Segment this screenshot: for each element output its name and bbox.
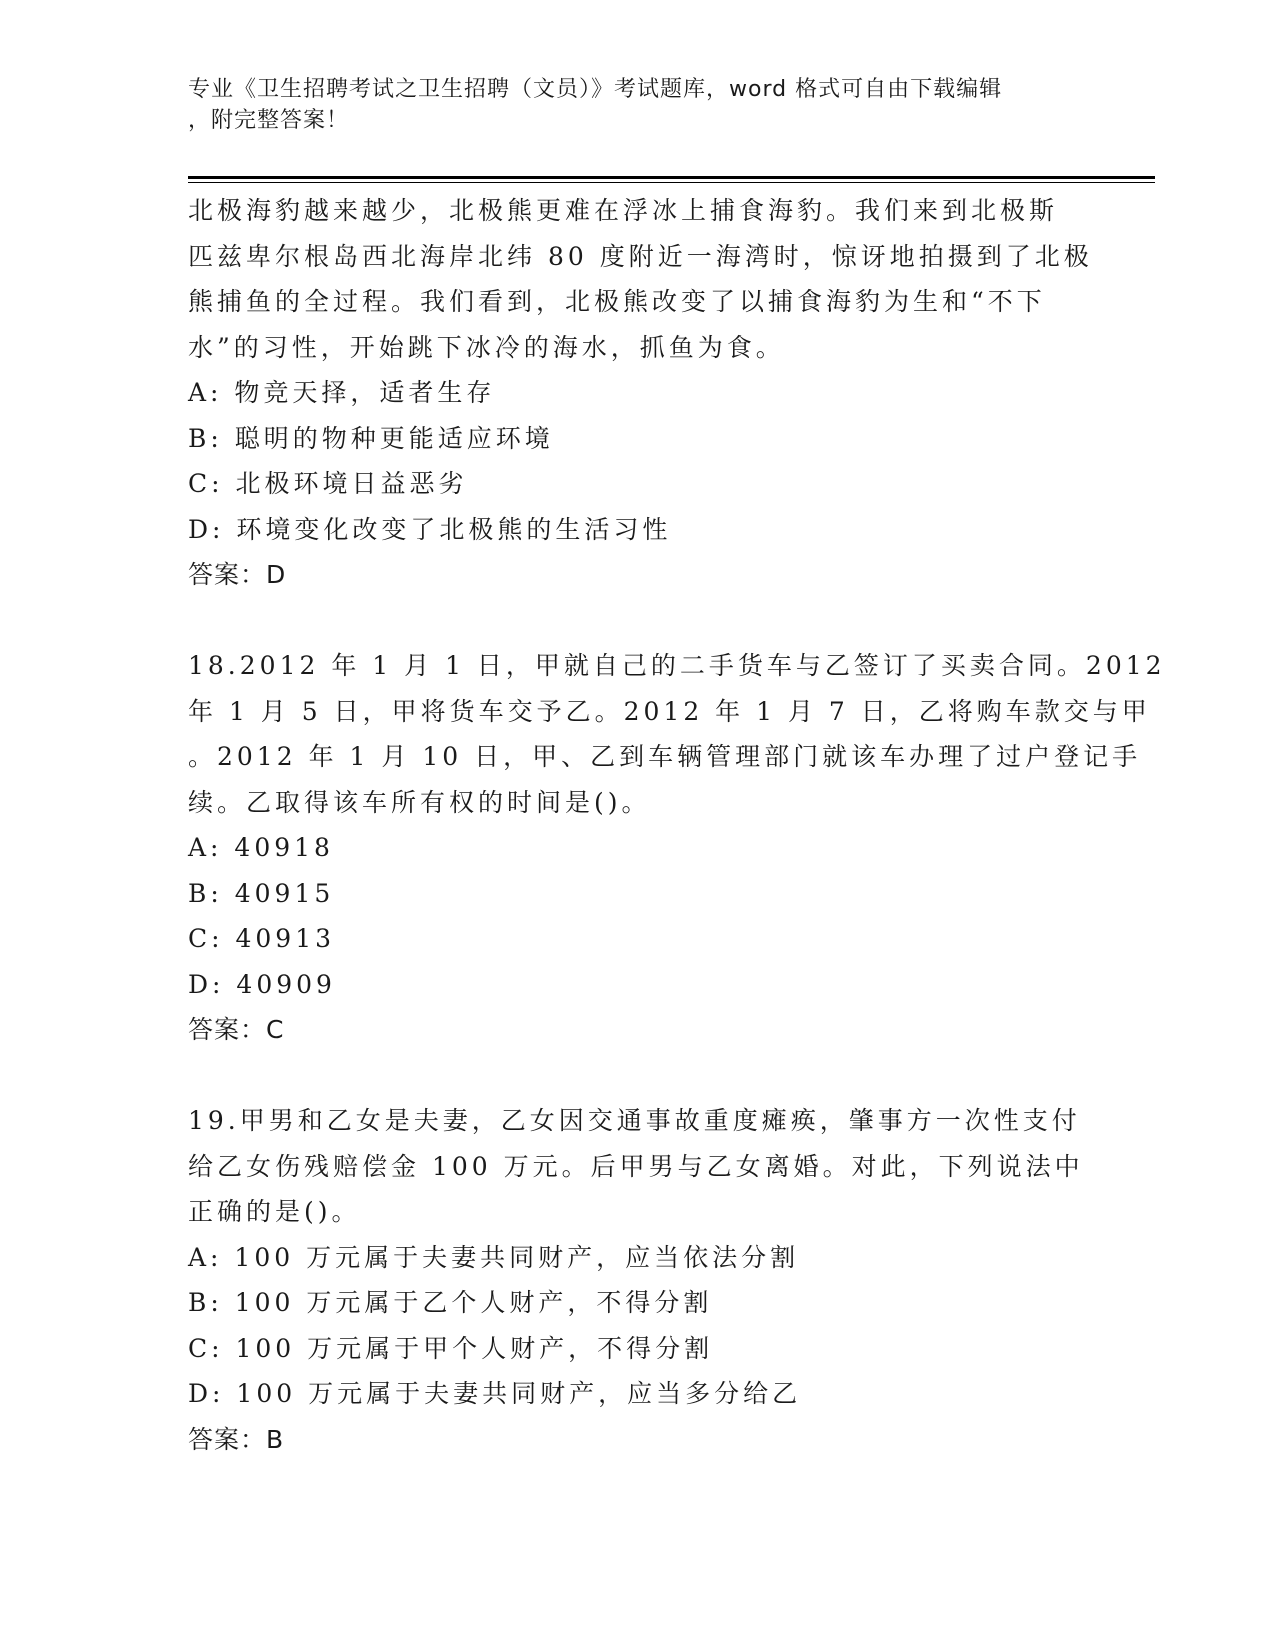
option-c: C: 40913: [188, 924, 336, 953]
option-b: B: 40915: [188, 878, 335, 908]
option-c: C: 100 万元属于甲个人财产，不得分割: [188, 1333, 714, 1363]
question-stem-line: 19.甲男和乙女是夫妻，乙女因交通事故重度瘫痪，肇事方一次性支付: [188, 1106, 1081, 1135]
option-a: A: 100 万元属于夫妻共同财产，应当依法分割: [188, 1242, 800, 1272]
header-divider-thin: [188, 182, 1155, 183]
option-a: A: 40918: [188, 833, 334, 862]
question-stem-line: 北极海豹越来越少，北极熊更难在浮冰上捕食海豹。我们来到北极斯: [188, 196, 1059, 225]
option-c: C: 北极环境日益恶劣: [188, 469, 468, 498]
option-a: A: 物竞天择，适者生存: [188, 378, 496, 407]
option-d: D: 40909: [188, 969, 336, 999]
question-stem-line: 正确的是()。: [188, 1197, 361, 1226]
question-19: [188, 1098, 1088, 1462]
answer-line: 答案：B: [188, 1424, 285, 1454]
header-line-1: 专业《卫生招聘考试之卫生招聘（文员）》考试题库，word 格式可自由下载编辑: [188, 77, 1003, 102]
question-stem-line: 水”的习性，开始跳下冰冷的海水，抓鱼为食。: [188, 332, 785, 362]
question-spacer: [188, 598, 1088, 644]
option-b: B: 聪明的物种更能适应环境: [188, 423, 554, 453]
question-list: [188, 188, 1166, 1462]
question-stem-line: 给乙女伤残赔偿金 100 万元。后甲男与乙女离婚。对此，下列说法中: [188, 1151, 1084, 1181]
question-stem-line: 熊捕鱼的全过程。我们看到，北极熊改变了以捕食海豹为生和“不下: [188, 287, 1046, 316]
question-spacer: [188, 1053, 1088, 1099]
answer-line: 答案：D: [188, 560, 287, 589]
question-stem-line: 。2012 年 1 月 10 日，甲、乙到车辆管理部门就该车办理了过户登记手: [188, 742, 1142, 771]
question-stem-line: 匹兹卑尔根岛西北海岸北纬 80 度附近一海湾时，惊讶地拍摄到了北极: [188, 241, 1093, 271]
question-18: [188, 643, 1166, 1053]
question-17: [188, 188, 1093, 598]
question-stem-line: 18.2012 年 1 月 1 日，甲就自己的二手货车与乙签订了买卖合同。2012: [188, 651, 1166, 680]
question-stem-line: 续。乙取得该车所有权的时间是()。: [188, 787, 651, 817]
header-divider-thick: [188, 176, 1155, 179]
document-header: [188, 74, 1068, 136]
option-d: D: 100 万元属于夫妻共同财产，应当多分给乙: [188, 1379, 802, 1408]
question-stem-line: 年 1 月 5 日，甲将货车交予乙。2012 年 1 月 7 日，乙将购车款交与甲: [188, 696, 1151, 726]
answer-line: 答案：C: [188, 1015, 285, 1044]
header-line-2: ，附完整答案！: [188, 108, 350, 133]
option-b: B: 100 万元属于乙个人财产，不得分割: [188, 1288, 713, 1317]
option-d: D: 环境变化改变了北极熊的生活习性: [188, 514, 672, 544]
